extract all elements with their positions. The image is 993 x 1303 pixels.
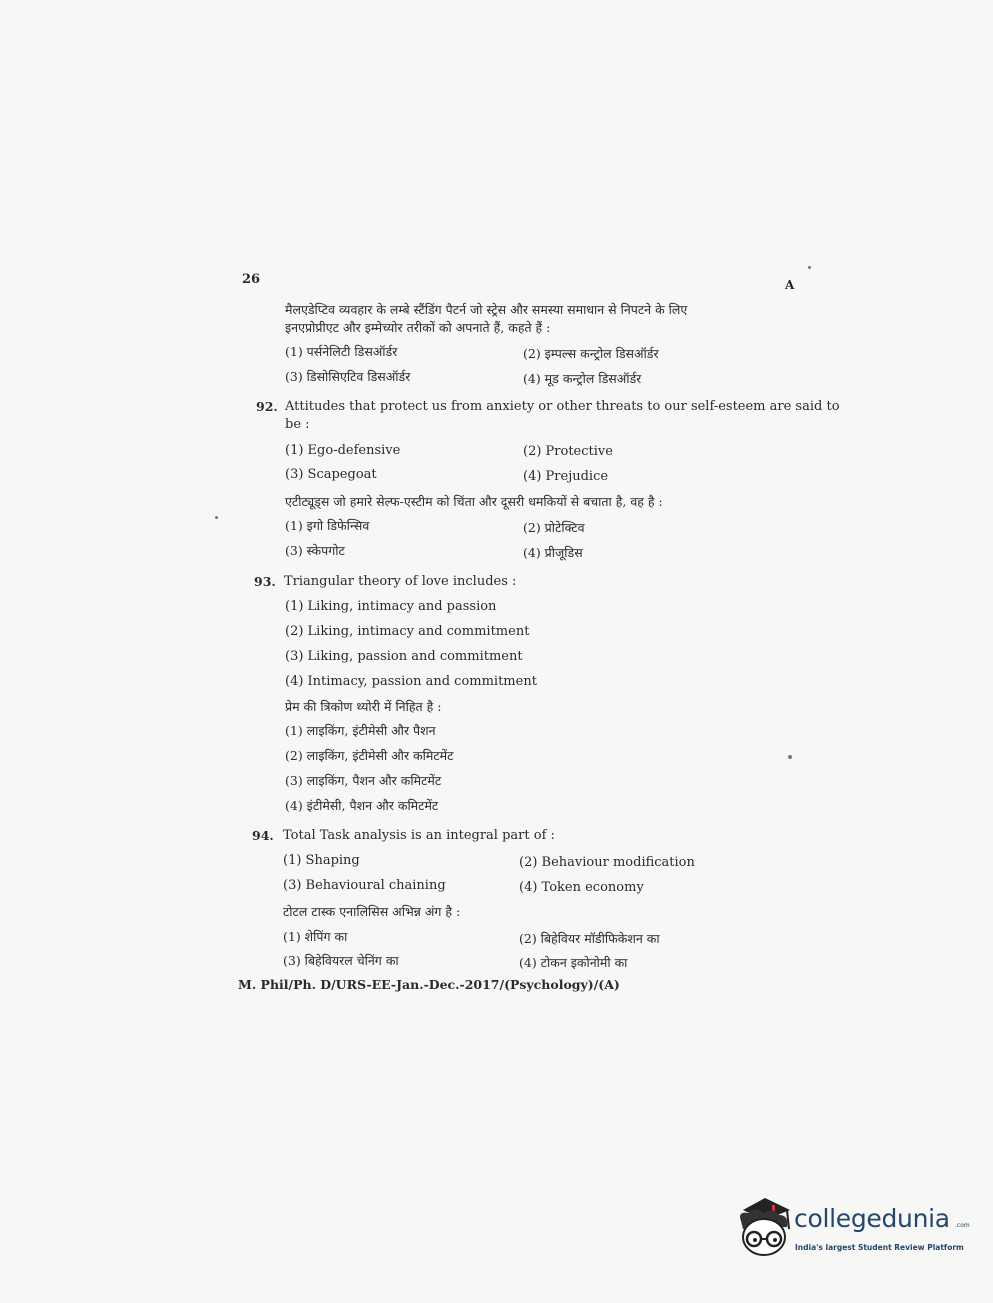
q93-hindi-text: प्रेम की त्रिकोण थ्योरी में निहित है : — [285, 699, 442, 714]
paper-code-footer: M. Phil/Ph. D/URS-EE-Jan.-Dec.-2017/(Psychology)/(A) — [238, 977, 620, 992]
q91-hindi-option-4: (4) मूड कन्ट्रोल डिसऑर्डर — [523, 371, 642, 386]
q93-option-4: (4) Intimacy, passion and commitment — [285, 674, 537, 689]
q94-option-4: (4) Token economy — [519, 880, 644, 895]
q92-option-3: (3) Scapegoat — [285, 467, 377, 482]
set-code: A — [785, 278, 795, 292]
q91-hindi-option-2: (2) इम्पल्स कन्ट्रोल डिसऑर्डर — [523, 346, 659, 361]
q93-option-3: (3) Liking, passion and commitment — [285, 649, 523, 664]
q93-hindi-option-3: (3) लाइकिंग, पैशन और कमिटमेंट — [285, 773, 442, 788]
watermark-tagline: India's largest Student Review Platform — [795, 1243, 964, 1252]
q94-hindi-option-2: (2) बिहेवियर मॉडीफिकेशन का — [519, 931, 660, 946]
q91-hindi-option-1: (1) पर्सनेलिटी डिसऑर्डर — [285, 344, 398, 359]
q92-number: 92. — [256, 399, 278, 414]
q93-option-2: (2) Liking, intimacy and commitment — [285, 624, 530, 639]
q93-option-1: (1) Liking, intimacy and passion — [285, 599, 497, 614]
q93-number: 93. — [254, 574, 276, 589]
q94-option-3: (3) Behavioural chaining — [283, 878, 446, 893]
q94-option-2: (2) Behaviour modification — [519, 855, 695, 870]
q92-option-1: (1) Ego-defensive — [285, 443, 401, 458]
page-number: 26 — [242, 272, 261, 287]
q92-hindi-option-4: (4) प्रीजूडिस — [523, 545, 583, 560]
q93-hindi-option-4: (4) इंटीमेसी, पैशन और कमिटमेंट — [285, 798, 439, 813]
q93-hindi-option-1: (1) लाइकिंग, इंटीमेसी और पैशन — [285, 723, 436, 738]
q92-hindi-option-3: (3) स्केपगोट — [285, 543, 345, 558]
q92-hindi-option-2: (2) प्रोटेक्टिव — [523, 520, 585, 535]
q92-option-2: (2) Protective — [523, 444, 613, 459]
watermark-brand-suffix: .com — [955, 1222, 970, 1229]
q91-hindi-line2: इनएप्रोप्रीएट और इम्मेच्योर तरीकों को अपनाते हैं, कहते हैं : — [285, 320, 551, 335]
q92-hindi-text: एटीट्यूड्स जो हमारे सेल्फ-एस्टीम को चिंता और दूसरी धमकियों से बचाता है, वह है : — [285, 494, 663, 509]
q91-hindi-line1: मैलएडेप्टिव व्यवहार के लम्बे स्टैंडिंग पैटर्न जो स्ट्रेस और समस्या समाधान से निपटने के लिए — [285, 302, 688, 317]
q94-hindi-option-1: (1) शेपिंग का — [283, 929, 348, 944]
scan-speck — [788, 755, 792, 759]
q94-number: 94. — [252, 828, 274, 843]
q92-text-line1: Attitudes that protect us from anxiety or other threats to our self-esteem are said to — [285, 399, 840, 414]
scan-speck — [215, 516, 218, 519]
q94-hindi-option-4: (4) टोकन इकोनोमी का — [519, 955, 628, 970]
watermark-brand: collegedunia — [794, 1204, 950, 1233]
q92-option-4: (4) Prejudice — [523, 469, 609, 484]
q92-hindi-option-1: (1) इगो डिफेन्सिव — [285, 518, 370, 533]
scan-speck — [808, 266, 811, 269]
q94-option-1: (1) Shaping — [283, 853, 360, 868]
q94-text: Total Task analysis is an integral part of : — [283, 828, 555, 843]
q93-hindi-option-2: (2) लाइकिंग, इंटीमेसी और कमिटमेंट — [285, 748, 454, 763]
q94-hindi-option-3: (3) बिहेवियरल चेनिंग का — [283, 953, 399, 968]
q93-text: Triangular theory of love includes : — [284, 574, 517, 589]
q92-text-line2: be : — [285, 417, 310, 432]
q91-hindi-option-3: (3) डिसोसिएटिव डिसऑर्डर — [285, 369, 411, 384]
q94-hindi-text: टोटल टास्क एनालिसिस अभिन्न अंग है : — [283, 904, 461, 919]
